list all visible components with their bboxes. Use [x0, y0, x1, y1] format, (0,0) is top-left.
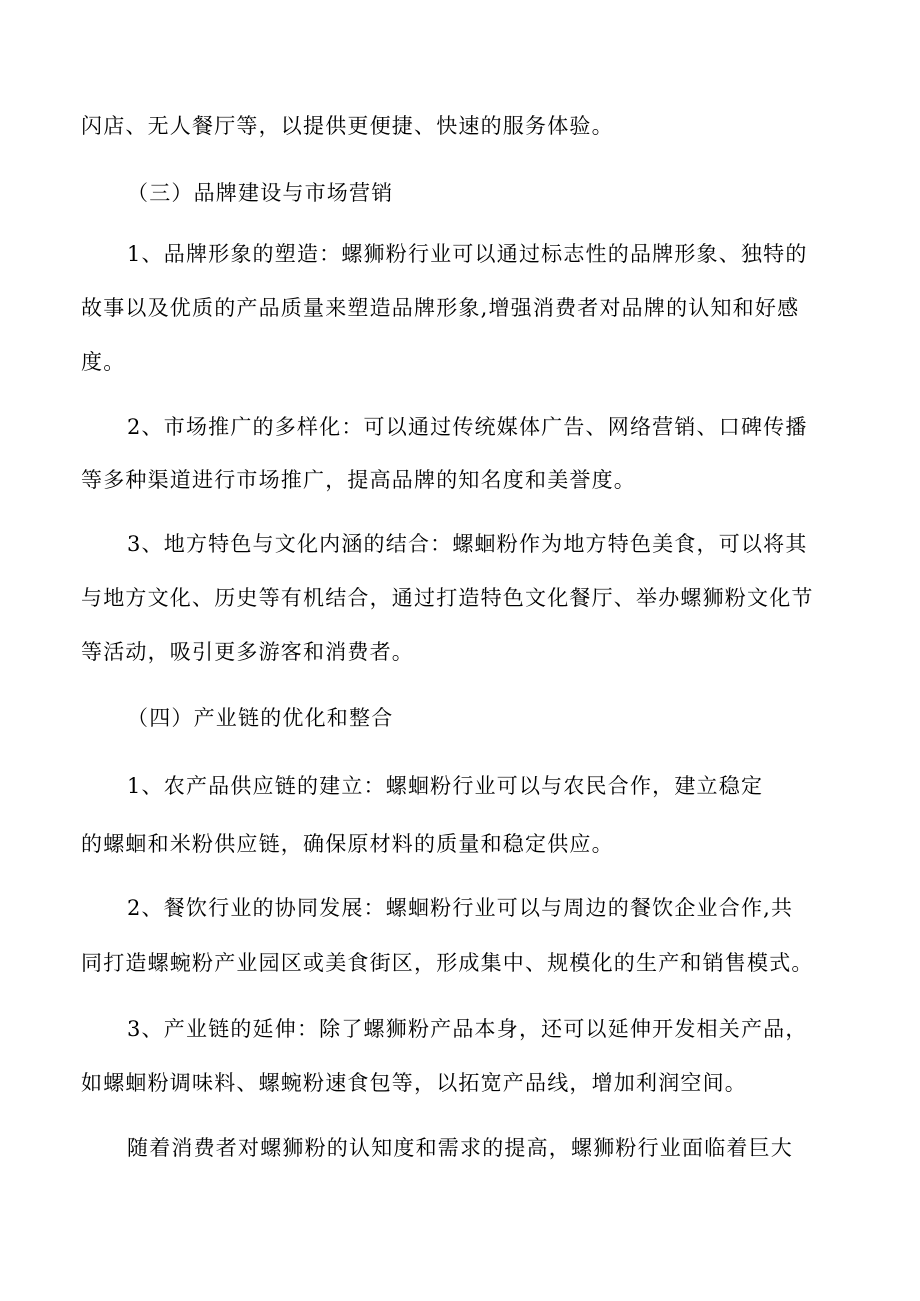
paragraph-line: 同打造螺蜿粉产业园区或美食街区，形成集中、规模化的生产和销售模式。 [81, 951, 814, 975]
paragraph-line: 2、市场推广的多样化：可以通过传统媒体广告、网络营销、口碑传播 [127, 415, 808, 439]
paragraph-line: 故事以及优质的产品质量来塑造品牌形象,增强消费者对品牌的认知和好感 [81, 296, 800, 320]
paragraph-line: 等活动，吸引更多游客和消费者。 [81, 640, 414, 664]
paragraph-line: 3、产业链的延伸：除了螺狮粉产品本身，还可以延伸开发相关产品， [127, 1017, 808, 1041]
paragraph-line: 2、餐饮行业的协同发展：螺蛔粉行业可以与周边的餐饮企业合作,共 [127, 896, 794, 920]
section-heading: （四）产业链的优化和整合 [127, 706, 394, 730]
paragraph-line: 等多种渠道进行市场推广，提高品牌的知名度和美誉度。 [81, 468, 636, 492]
paragraph-line: 闪店、无人餐厅等，以提供更便捷、快速的服务体验。 [81, 114, 614, 138]
paragraph-line: 1、品牌形象的塑造：螺狮粉行业可以通过标志性的品牌形象、独特的 [127, 242, 808, 266]
section-heading: （三）品牌建设与市场营销 [127, 181, 394, 205]
paragraph-line: 与地方文化、历史等有机结合，通过打造特色文化餐厅、举办螺狮粉文化节 [81, 586, 814, 610]
paragraph-line: 如螺蛔粉调味料、螺蜿粉速食包等，以拓宽产品线，增加利润空间。 [81, 1071, 747, 1095]
paragraph-line: 3、地方特色与文化内涵的结合：螺蛔粉作为地方特色美食，可以将其 [127, 532, 808, 556]
paragraph-line: 随着消费者对螺狮粉的认知度和需求的提高，螺狮粉行业面临着巨大 [127, 1136, 793, 1160]
paragraph-line: 度。 [81, 350, 126, 374]
paragraph-line: 1、农产品供应链的建立：螺蛔粉行业可以与农民合作，建立稳定 [127, 774, 764, 798]
paragraph-line: 的螺蛔和米粉供应链，确保原材料的质量和稳定供应。 [81, 832, 614, 856]
